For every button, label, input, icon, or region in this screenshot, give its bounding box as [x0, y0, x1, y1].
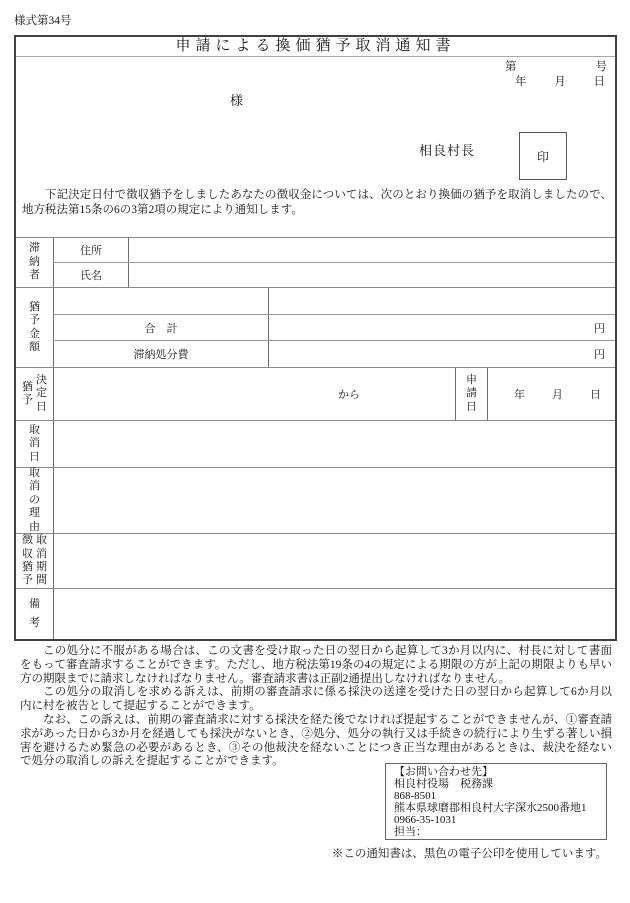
address-subrow	[53, 238, 615, 262]
contact-postal-code: 868-8501	[394, 790, 437, 802]
contact-heading: 【お問い合わせ先】	[394, 766, 493, 778]
name-label: 氏名	[53, 263, 128, 287]
name-subrow	[53, 262, 615, 287]
notice-box	[14, 35, 617, 641]
contact-address: 熊本県球磨郡相良村大字深水2500番地1	[394, 802, 587, 814]
issue-day-label: 日	[593, 76, 605, 88]
cancellation-date-value-cell	[53, 421, 615, 467]
seal-box	[519, 132, 567, 180]
from-label: から	[338, 389, 360, 401]
decision-date-from-cell	[53, 368, 455, 420]
taxpayer-row-label: 滞納者	[29, 242, 40, 282]
remarks-label: 備考	[29, 598, 40, 629]
appeal-paragraph-3: なお、この訴えは、前期の審査請求に対する採決を経た後でなければ提起することができませんが、①審査請求があった日から3か月を経過しても採決がないとき、②処分、処分の執行又は手続きの続行により生ずる著しい損害を避けるため緊急の必要があるとき、③その他裁決を経ないことにつき正当な理由があるときは、裁決を経ないで処分の取消しの訴えを提起することができます。	[20, 713, 612, 768]
remarks-row	[16, 588, 615, 639]
address-value-cell	[128, 238, 615, 262]
contact-office: 相良村役場 税務課	[394, 778, 493, 790]
issue-year-label: 年	[515, 76, 527, 88]
deferral-decision-date-row	[16, 367, 615, 420]
issue-date-line	[515, 73, 605, 89]
application-date-value-cell	[487, 368, 615, 420]
amount-item-label	[53, 288, 268, 314]
cancellation-date-label: 取消日	[29, 423, 40, 463]
appeal-paragraph-2: この処分の取消しを求める訴えは、前期の審査請求に係る採決の送達を受けた日の翌日から起算して6か月以内に村を被告として提起することができます。	[20, 686, 612, 713]
app-month-label: 月	[552, 389, 563, 401]
application-date-label: 申請日	[466, 373, 477, 413]
sender-title: 相良村長	[419, 143, 476, 158]
e-seal-note: ※この通知書は、黒色の電子公印を使用しています。	[331, 848, 607, 860]
doc-number-prefix: 第	[505, 61, 517, 73]
cancellation-reason-label: 取消の理由	[29, 466, 40, 533]
application-date-label-cell	[455, 368, 487, 420]
collection-deferral-cancellation-period-value-cell	[53, 534, 615, 588]
total-label: 合 計	[53, 315, 268, 341]
total-subrow	[53, 314, 615, 341]
document-title: 申請による換価猶予取消通知書	[16, 37, 615, 57]
appeal-rights-text	[20, 645, 612, 769]
cancellation-reason-row	[16, 467, 615, 533]
total-value-cell	[268, 315, 615, 341]
cancellation-date-row	[16, 420, 615, 467]
disposal-fee-value-cell	[268, 341, 615, 367]
deferral-decision-date-label: 猶予 決定日	[22, 373, 47, 413]
amount-item-value-cell	[268, 288, 615, 314]
collection-deferral-cancellation-period-row	[16, 533, 615, 588]
form-table	[16, 237, 615, 639]
total-unit: 円	[594, 322, 605, 335]
appeal-paragraph-1: この処分に不服がある場合は、この文書を受け取った日の翌日から起算して3か月以内に、村長に対して書面をもって審査請求することができます。ただし、地方税法第19条の4の規定による期限の方が上記の期限よりも早い方の期限までに請求しなければなりません。審査請求書は正副2通提出しなければなりません。	[20, 645, 612, 685]
amount-item-subrow	[53, 288, 615, 314]
remarks-value-cell	[53, 589, 615, 639]
doc-number-suffix: 号	[595, 61, 607, 73]
deferred-amount-row	[16, 287, 615, 367]
addressee-suffix: 様	[230, 93, 244, 108]
taxpayer-row	[16, 237, 615, 287]
name-value-cell	[128, 263, 615, 287]
contact-box	[385, 763, 607, 840]
app-year-label: 年	[514, 389, 525, 401]
contact-person: 担当：	[394, 826, 427, 838]
contact-phone: 0966-35-1031	[394, 814, 457, 826]
disposal-fee-label: 滞納処分費	[53, 341, 268, 367]
cancellation-reason-value-cell	[53, 468, 615, 533]
disposal-fee-unit: 円	[594, 349, 605, 362]
collection-deferral-cancellation-period-label: 徴収猶予 取消期間	[22, 534, 47, 587]
seal-label: 印	[536, 149, 549, 164]
doc-number-line	[505, 58, 607, 74]
app-day-label: 日	[590, 389, 601, 401]
issue-month-label: 月	[554, 76, 566, 88]
disposal-fee-subrow	[53, 340, 615, 367]
deferred-amount-row-label: 猶予金額	[29, 300, 40, 353]
notice-body-text: 下記決定日付で徴収猶予をしましたあなたの徴収金については、次のとおり換価の猶予を取消しましたので、地方税法第15条の6の3第2項の規定により通知します。	[22, 189, 612, 216]
address-label: 住所	[53, 238, 128, 262]
form-number: 様式第34号	[14, 15, 72, 27]
